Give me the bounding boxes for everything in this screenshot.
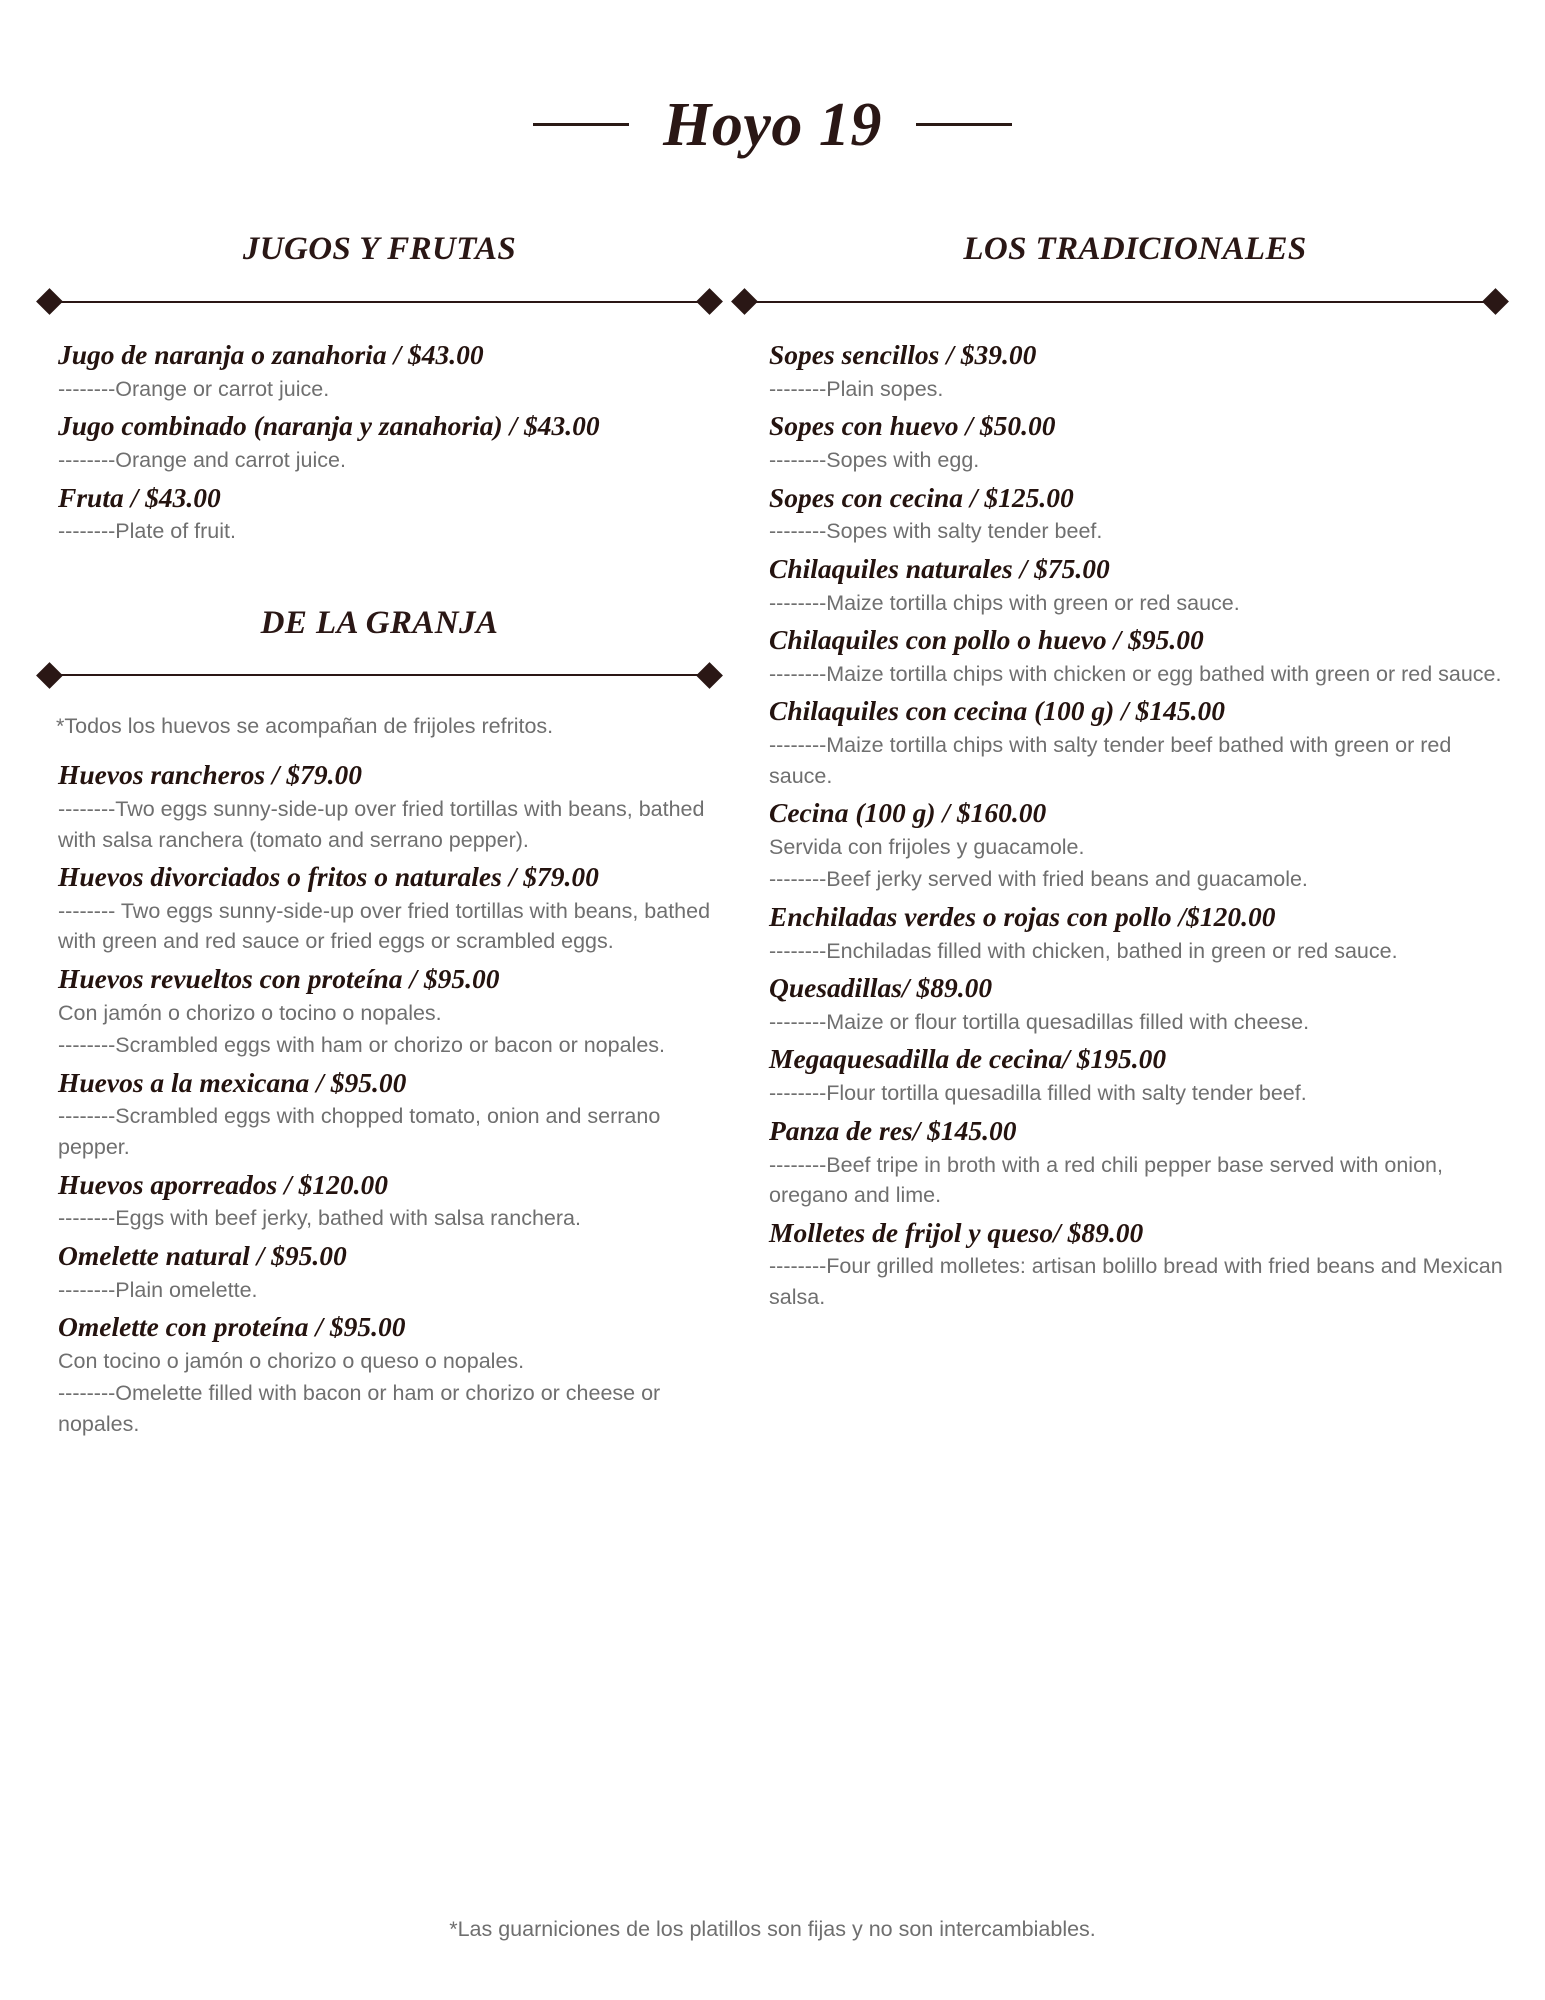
- menu-section-los-tradicionales: [735, 231, 1505, 1312]
- menu-item-name: Jugo combinado (naranja y zanahoria) / $43.00: [58, 410, 600, 442]
- menu-item: [58, 859, 713, 957]
- menu-item: [58, 757, 713, 855]
- menu-columns: [0, 231, 1545, 1441]
- menu-item-description: -------- Two eggs sunny-side-up over fried tortillas with beans, bathed with green and red sauce or fried eggs or scrambled eggs.: [58, 898, 711, 954]
- menu-item-name: Huevos aporreados / $120.00: [58, 1168, 388, 1200]
- menu-item-description: --------Sopes with egg.: [769, 448, 980, 473]
- menu-item: [58, 1238, 713, 1305]
- menu-item: [769, 1113, 1505, 1211]
- section-heading: DE LA GRANJA: [260, 604, 499, 641]
- menu-item-description: --------Flour tortilla quesadilla filled with salty tender beef.: [769, 1081, 1307, 1106]
- diamond-icon: [731, 288, 758, 315]
- section-items: [735, 337, 1505, 1312]
- menu-item-description: --------Beef tripe in broth with a red chili pepper base served with onion, oregano and lime.: [769, 1152, 1443, 1208]
- menu-item-description-es: Con tocino o jamón o chorizo o queso o nopales.: [58, 1348, 525, 1373]
- menu-item-name: Cecina (100 g) / $160.00: [769, 797, 1047, 829]
- menu-item-name: Panza de res/ $145.00: [769, 1114, 1017, 1146]
- menu-item-name: Jugo de naranja o zanahoria / $43.00: [58, 339, 484, 371]
- diamond-icon: [696, 662, 723, 689]
- menu-item-description: --------Plain sopes.: [769, 376, 944, 401]
- menu-item-description: --------Maize or flour tortilla quesadillas filled with cheese.: [769, 1009, 1310, 1034]
- menu-item-name: Chilaquiles con pollo o huevo / $95.00: [769, 624, 1204, 656]
- menu-section-jugos-y-frutas: [40, 231, 719, 547]
- menu-item: [58, 480, 713, 547]
- section-spacer: [40, 549, 719, 605]
- menu-item: [769, 970, 1505, 1037]
- menu-item-name: Sopes con cecina / $125.00: [769, 481, 1074, 513]
- section-heading: LOS TRADICIONALES: [963, 231, 1307, 268]
- section-items: [40, 757, 719, 1439]
- footer-note: *Las guarniciones de los platillos son fijas y no son intercambiables.: [449, 1917, 1096, 1941]
- menu-item-description: --------Orange or carrot juice.: [58, 376, 330, 401]
- diamond-icon: [36, 662, 63, 689]
- menu-item: [769, 480, 1505, 547]
- section-note: *Todos los huevos se acompañan de frijoles refritos.: [56, 713, 554, 738]
- menu-item-description: --------Eggs with beef jerky, bathed with salsa ranchera.: [58, 1206, 581, 1231]
- menu-item: [769, 693, 1505, 791]
- menu-item-description: --------Orange and carrot juice.: [58, 448, 346, 473]
- menu-item: [58, 1065, 713, 1163]
- menu-item: [769, 408, 1505, 475]
- title-rule-left: [533, 123, 629, 126]
- menu-item: [769, 795, 1505, 895]
- divider-line: [59, 301, 700, 303]
- menu-item: [58, 1167, 713, 1234]
- menu-item-description: --------Sopes with salty tender beef.: [769, 519, 1103, 544]
- menu-item-name: Enchiladas verdes o rojas con pollo /$120.00: [769, 900, 1276, 932]
- menu-item-description: --------Two eggs sunny-side-up over fried tortillas with beans, bathed with salsa ranchera (tomato and serrano pepper).: [58, 797, 705, 852]
- menu-item-description: --------Beef jerky served with fried beans and guacamole.: [769, 867, 1308, 892]
- left-column: [0, 231, 735, 1441]
- menu-item-name: Chilaquiles naturales / $75.00: [769, 552, 1110, 584]
- divider-line: [59, 674, 700, 676]
- menu-item-description: --------Scrambled eggs with ham or chorizo or bacon or nopales.: [58, 1033, 666, 1058]
- menu-item-name: Omelette con proteína / $95.00: [58, 1311, 406, 1343]
- divider-line: [754, 301, 1486, 303]
- menu-item-name: Chilaquiles con cecina (100 g) / $145.00: [769, 695, 1226, 727]
- section-heading: JUGOS Y FRUTAS: [242, 231, 517, 268]
- menu-item-description: --------Maize tortilla chips with salty tender beef bathed with green or red sauce.: [769, 733, 1452, 788]
- menu-item-description: --------Four grilled molletes: artisan bolillo bread with fried beans and Mexican salsa.: [769, 1254, 1503, 1309]
- menu-item-description-es: Con jamón o chorizo o tocino o nopales.: [58, 1000, 442, 1025]
- menu-item-name: Sopes sencillos / $39.00: [769, 339, 1037, 371]
- section-divider: [735, 292, 1505, 311]
- menu-item-description: --------Maize tortilla chips with chicken or egg bathed with green or red sauce.: [769, 661, 1502, 686]
- menu-item-name: Huevos rancheros / $79.00: [58, 759, 363, 791]
- menu-item-description: --------Plate of fruit.: [58, 519, 236, 544]
- menu-item: [769, 337, 1505, 404]
- menu-item: [58, 1309, 713, 1439]
- menu-item-name: Quesadillas/ $89.00: [769, 972, 993, 1004]
- diamond-icon: [1482, 288, 1509, 315]
- menu-item: [58, 961, 713, 1061]
- menu-item-description: --------Plain omelette.: [58, 1277, 258, 1302]
- menu-item: [58, 337, 713, 404]
- menu-item: [769, 551, 1505, 618]
- diamond-icon: [696, 288, 723, 315]
- menu-item-name: Huevos a la mexicana / $95.00: [58, 1066, 407, 1098]
- menu-item-description: --------Scrambled eggs with chopped tomato, onion and serrano pepper.: [58, 1104, 661, 1159]
- menu-item-name: Sopes con huevo / $50.00: [769, 410, 1056, 442]
- section-items: [40, 337, 719, 547]
- menu-item-name: Huevos revueltos con proteína / $95.00: [58, 962, 500, 994]
- menu-item: [769, 899, 1505, 966]
- menu-item-description: --------Maize tortilla chips with green or red sauce.: [769, 590, 1240, 615]
- right-column: [735, 231, 1545, 1314]
- menu-item-name: Molletes de frijol y queso/ $89.00: [769, 1216, 1144, 1248]
- menu-item-description-es: Servida con frijoles y guacamole.: [769, 834, 1085, 859]
- menu-item: [769, 1215, 1505, 1313]
- menu-item-name: Omelette natural / $95.00: [58, 1239, 347, 1271]
- page-title: Hoyo 19: [663, 90, 882, 159]
- menu-item: [769, 1041, 1505, 1108]
- section-divider: [40, 292, 719, 311]
- menu-item-name: Huevos divorciados o fritos o naturales / $79.00: [58, 861, 599, 893]
- menu-item: [58, 408, 713, 475]
- menu-section-de-la-granja: [40, 605, 719, 1439]
- menu-item-description: --------Omelette filled with bacon or ham or chorizo or cheese or nopales.: [58, 1381, 661, 1436]
- menu-header: [0, 0, 1545, 197]
- title-rule-right: [916, 123, 1012, 126]
- diamond-icon: [36, 288, 63, 315]
- menu-item-description: --------Enchiladas filled with chicken, bathed in green or red sauce.: [769, 938, 1398, 963]
- menu-item-name: Fruta / $43.00: [58, 481, 221, 513]
- section-divider: [40, 666, 719, 685]
- menu-item-name: Megaquesadilla de cecina/ $195.00: [769, 1043, 1167, 1075]
- menu-item: [769, 622, 1505, 689]
